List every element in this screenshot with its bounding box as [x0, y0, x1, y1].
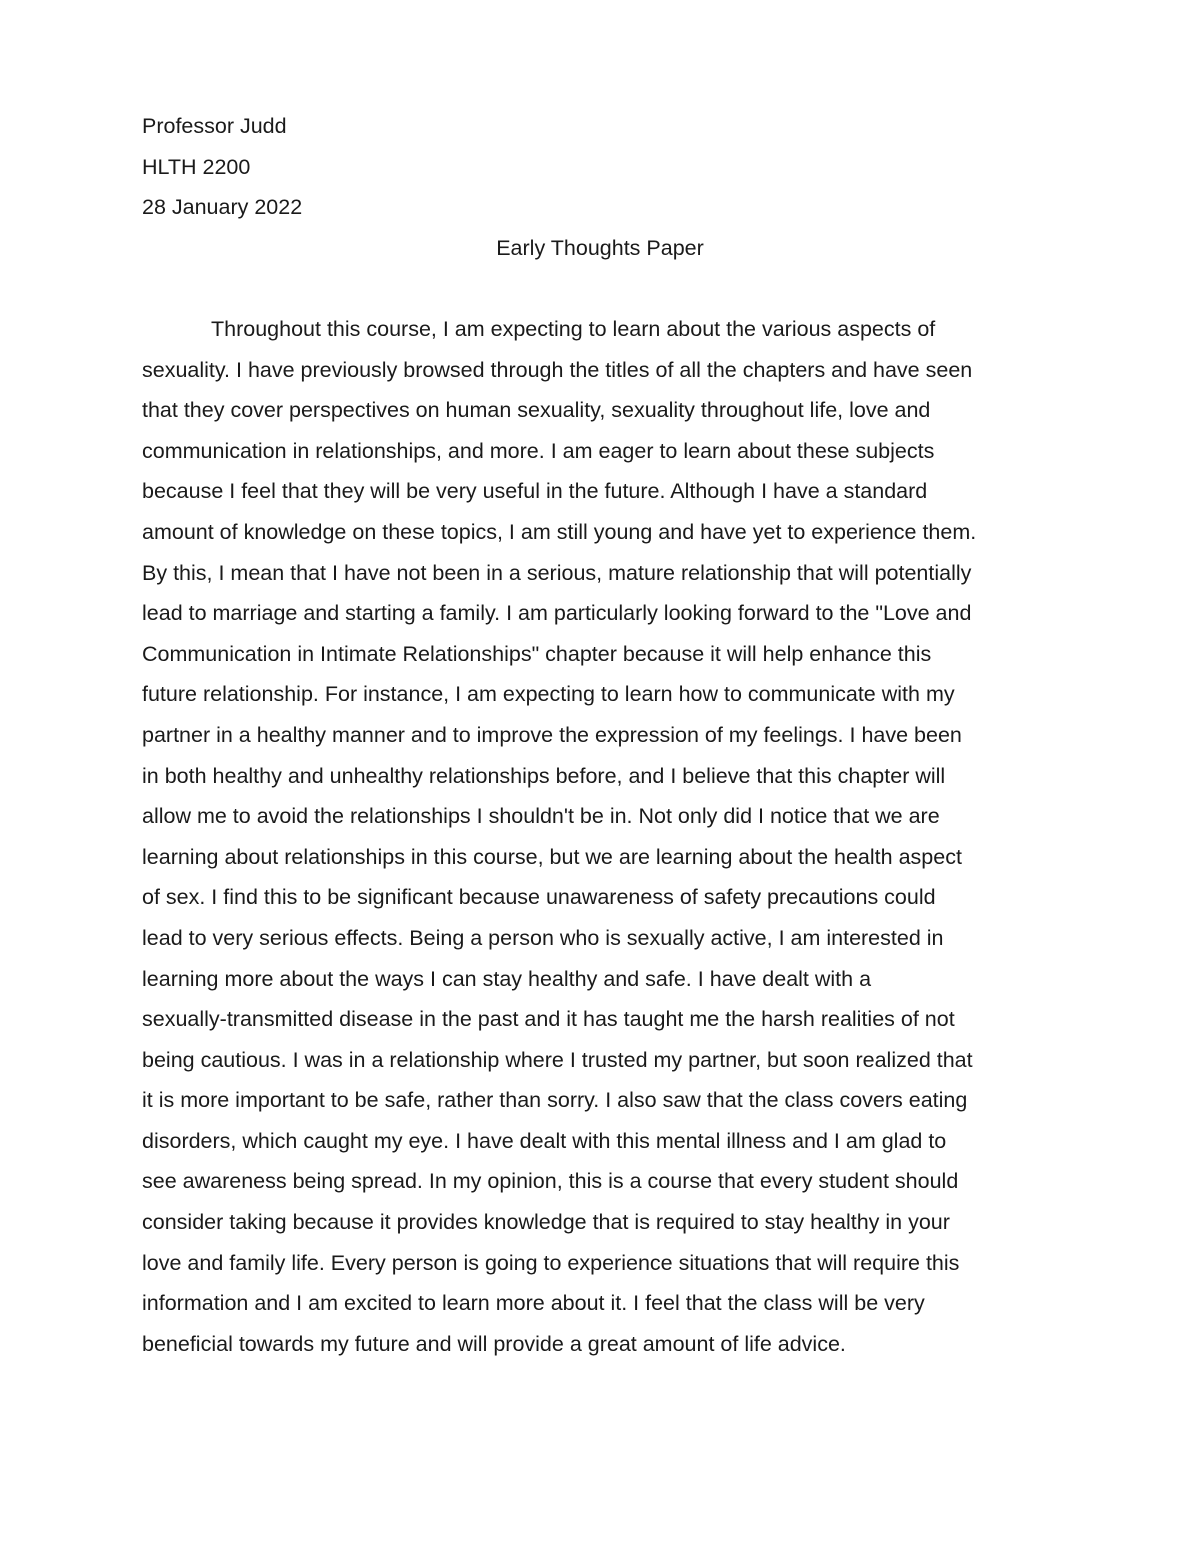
body-line: consider taking because it provides knowledge that is required to stay healthy in your	[142, 1210, 950, 1235]
document-title: Early Thoughts Paper	[496, 235, 704, 260]
body-line: beneficial towards my future and will provide a great amount of life advice.	[142, 1331, 846, 1356]
body-line: in both healthy and unhealthy relationships before, and I believe that this chapter will	[142, 763, 946, 788]
body-line: learning about relationships in this course, but we are learning about the health aspect	[142, 844, 962, 869]
body-paragraph	[142, 309, 1058, 1364]
body-line: that they cover perspectives on human sexuality, sexuality throughout life, love and	[142, 398, 931, 423]
body-line: future relationship. For instance, I am expecting to learn how to communicate with my	[142, 682, 955, 707]
body-line: lead to marriage and starting a family. I am particularly looking forward to the "Love and	[142, 601, 972, 626]
body-line: see awareness being spread. In my opinion, this is a course that every student should	[142, 1169, 959, 1194]
heading-block	[142, 106, 1058, 268]
body-line: Communication in Intimate Relationships" chapter because it will help enhance this	[142, 641, 932, 666]
body-line: partner in a healthy manner and to improve the expression of my feelings. I have been	[142, 722, 962, 747]
body-line: amount of knowledge on these topics, I am still young and have yet to experience them.	[142, 519, 977, 544]
body-line: By this, I mean that I have not been in a serious, mature relationship that will potentially	[142, 560, 972, 585]
body-line: allow me to avoid the relationships I shouldn't be in. Not only did I notice that we are	[142, 804, 940, 829]
body-line: sexually-transmitted disease in the past and it has taught me the harsh realities of not	[142, 1007, 955, 1032]
body-line: communication in relationships, and more. I am eager to learn about these subjects	[142, 438, 935, 463]
course-code: HLTH 2200	[142, 154, 251, 179]
document-date: 28 January 2022	[142, 195, 303, 220]
body-line: lead to very serious effects. Being a person who is sexually active, I am interested in	[142, 925, 944, 950]
body-line: information and I am excited to learn more about it. I feel that the class will be very	[142, 1291, 925, 1316]
instructor-name: Professor Judd	[142, 114, 287, 138]
body-line: because I feel that they will be very useful in the future. Although I have a standard	[142, 479, 928, 504]
body-line: love and family life. Every person is going to experience situations that will require this	[142, 1250, 960, 1275]
body-line: it is more important to be safe, rather than sorry. I also saw that the class covers eating	[142, 1088, 968, 1113]
body-line: disorders, which caught my eye. I have dealt with this mental illness and I am glad to	[142, 1128, 947, 1153]
body-line: learning more about the ways I can stay healthy and safe. I have dealt with a	[142, 966, 872, 991]
body-line: of sex. I find this to be significant because unawareness of safety precautions could	[142, 885, 936, 910]
body-line: Throughout this course, I am expecting to learn about the various aspects of	[211, 317, 936, 341]
body-line: sexuality. I have previously browsed through the titles of all the chapters and have seen	[142, 357, 973, 382]
body-line: being cautious. I was in a relationship where I trusted my partner, but soon realized that	[142, 1047, 973, 1072]
